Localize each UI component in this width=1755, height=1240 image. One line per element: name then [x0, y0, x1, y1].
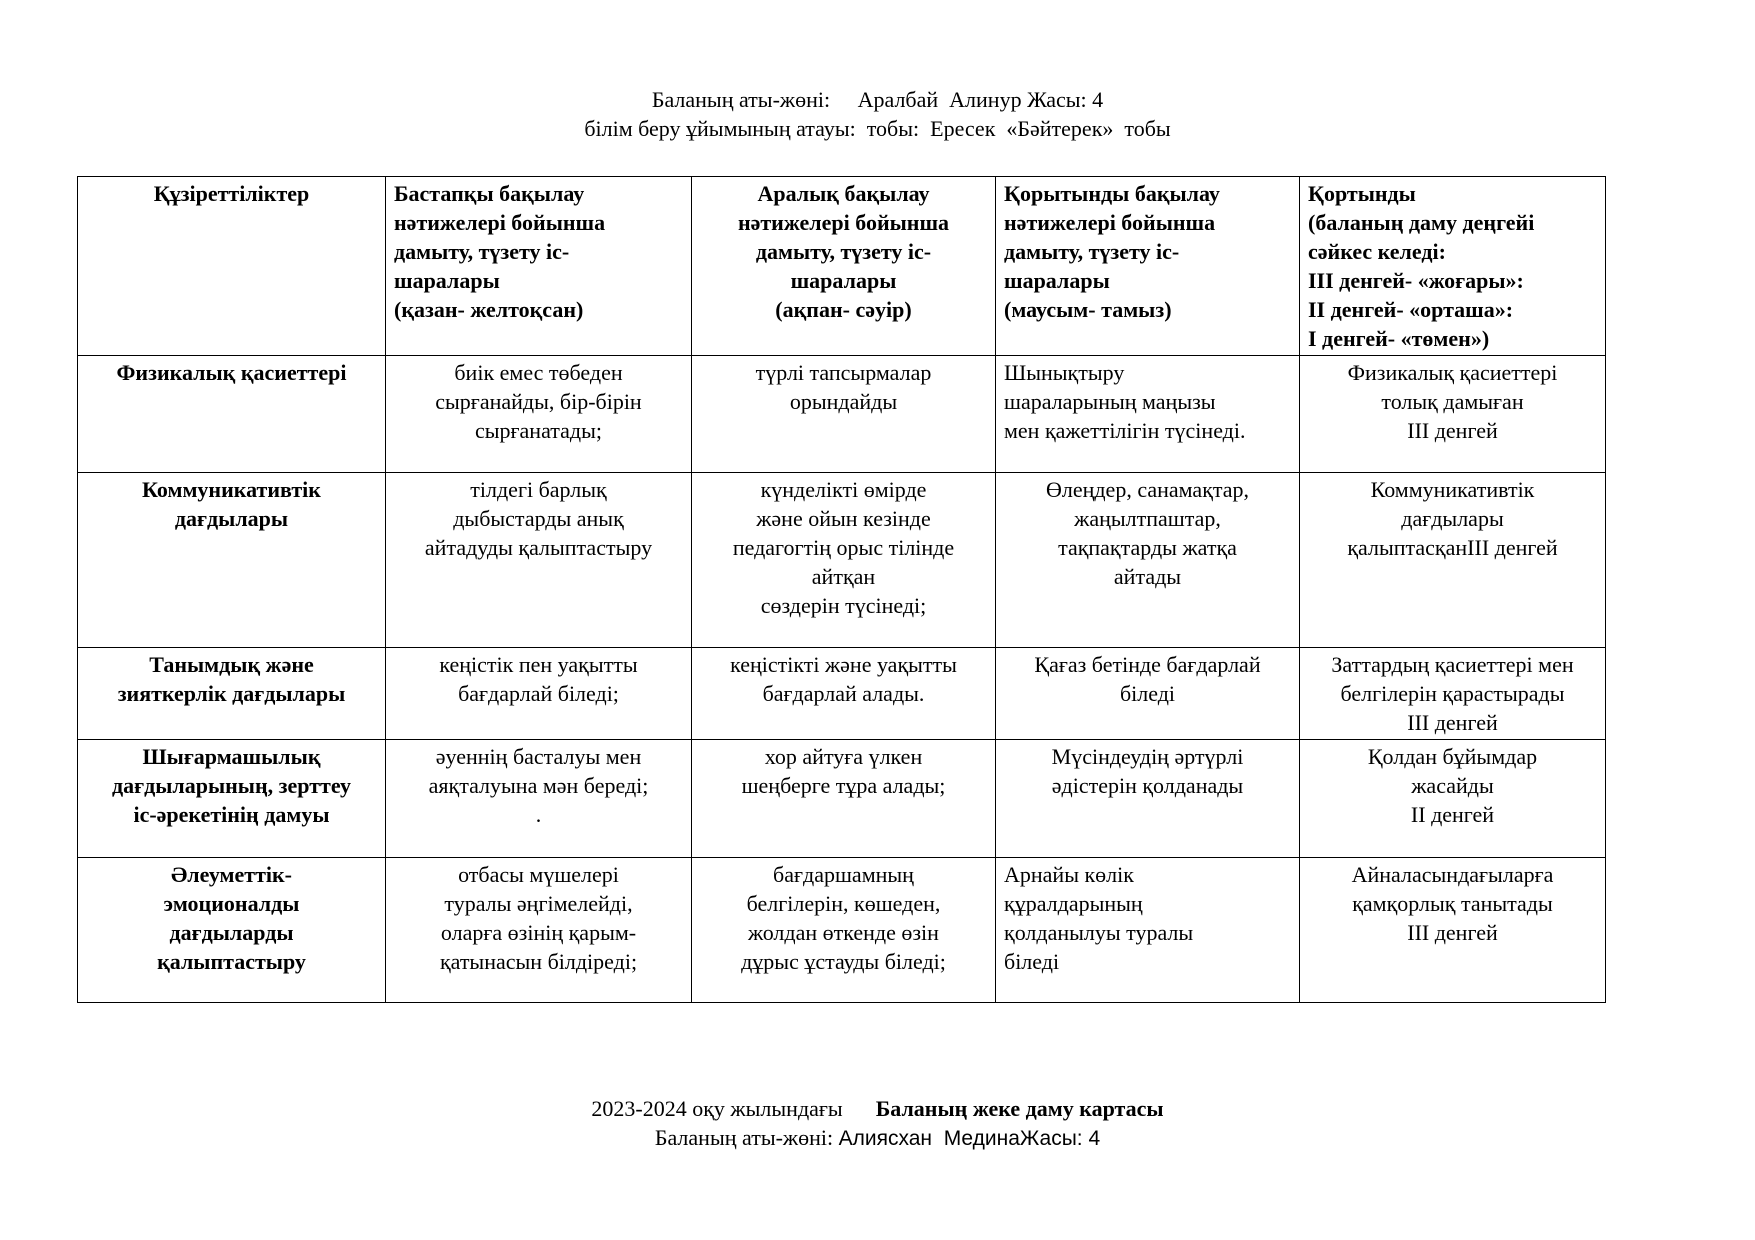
header-group-name: Ересек «Бәйтерек» тобы: [930, 116, 1171, 141]
footer-year: 2023-2024 оқу жылындағы: [591, 1096, 843, 1121]
header-child-name: Аралбай Алинур: [857, 87, 1022, 112]
footer-age: Жасы: 4: [1019, 1127, 1101, 1150]
cell-initial: биік емес төбеден сырғанайды, бір-бірін сырғанатады;: [386, 356, 692, 473]
row-competence: Коммуникативтік дағдылары: [78, 473, 386, 648]
table-row: [78, 740, 1606, 858]
header-name-line: [0, 86, 1755, 114]
column-header-initial: Бастапқы бақылау нәтижелері бойынша дамыту, түзету іс- шаралары (қазан- желтоқсан): [386, 177, 692, 356]
table-row: [78, 648, 1606, 740]
row-competence: Танымдық және зияткерлік дағдылары: [78, 648, 386, 740]
table-header-row: [78, 177, 1606, 356]
cell-final: Арнайы көлік құралдарының қолданылуы туралы біледі: [996, 858, 1300, 1003]
column-header-intermediate: Аралық бақылау нәтижелері бойынша дамыту, түзету іс- шаралары (ақпан- сәуір): [692, 177, 996, 356]
cell-intermediate: бағдаршамның белгілерін, көшеден, жолдан өткенде өзін дұрыс ұстауды біледі;: [692, 858, 996, 1003]
cell-intermediate: кеңістікті және уақытты бағдарлай алады.: [692, 648, 996, 740]
cell-intermediate: күнделікті өмірде және ойын кезінде педагогтің орыс тілінде айтқан сөздерін түсінеді;: [692, 473, 996, 648]
cell-initial: кеңістік пен уақытты бағдарлай біледі;: [386, 648, 692, 740]
column-header-final: Қорытынды бақылау нәтижелері бойынша дамыту, түзету іс- шаралары (маусым- тамыз): [996, 177, 1300, 356]
cell-conclusion: Айналасындағыларға қамқорлық танытады ІІІ денгей: [1300, 858, 1606, 1003]
cell-initial: әуеннің басталуы мен аяқталуына мән береді; .: [386, 740, 692, 858]
row-competence: Физикалық қасиеттері: [78, 356, 386, 473]
footer-card-title: Баланың жеке даму картасы: [875, 1096, 1164, 1121]
table-row: [78, 473, 1606, 648]
footer-child-name: Алиясхан Медина: [838, 1127, 1020, 1150]
cell-conclusion: Коммуникативтік дағдылары қалыптасқанІІІ денгей: [1300, 473, 1606, 648]
header-name-label: Баланың аты-жөні:: [651, 87, 831, 112]
cell-final: Шынықтыру шараларының маңызы мен қажеттілігін түсінеді.: [996, 356, 1300, 473]
row-competence: Шығармашылық дағдыларының, зерттеу іс-әрекетінің дамуы: [78, 740, 386, 858]
row-competence: Әлеуметтік- эмоционалды дағдыларды қалыптастыру: [78, 858, 386, 1003]
cell-final: Қағаз бетінде бағдарлай біледі: [996, 648, 1300, 740]
footer-name-label: Баланың аты-жөні:: [654, 1125, 834, 1150]
cell-intermediate: хор айтуға үлкен шеңберге тұра алады;: [692, 740, 996, 858]
cell-final: Өлеңдер, санамақтар, жаңылтпаштар, тақпақтарды жатқа айтады: [996, 473, 1300, 648]
column-header-conclusion: Қортынды (баланың даму деңгейі сәйкес келеді: ІІІ денгей- «жоғары»: ІІ денгей- «орташа»: І денгей- «төмен»): [1300, 177, 1606, 356]
header-group-label: тобы:: [866, 116, 920, 141]
cell-conclusion: Заттардың қасиеттері мен белгілерін қарастырады ІІІ денгей: [1300, 648, 1606, 740]
cell-intermediate: түрлі тапсырмалар орындайды: [692, 356, 996, 473]
header-org-line: [0, 115, 1755, 143]
table-row: [78, 356, 1606, 473]
footer-name-line: [0, 1124, 1755, 1153]
header-org-label: білім беру ұйымының атауы:: [584, 116, 856, 141]
cell-final: Мүсіндеудің әртүрлі әдістерін қолданады: [996, 740, 1300, 858]
cell-initial: отбасы мүшелері туралы әңгімелейді, оларға өзінің қарым- қатынасын білдіреді;: [386, 858, 692, 1003]
header-age: Жасы: 4: [1027, 87, 1104, 112]
cell-conclusion: Физикалық қасиеттері толық дамыған ІІІ денгей: [1300, 356, 1606, 473]
footer-title-line: [0, 1095, 1755, 1123]
cell-conclusion: Қолдан бұйымдар жасайды ІІ денгей: [1300, 740, 1606, 858]
column-header-competence: Құзіреттіліктер: [78, 177, 386, 356]
table-row: [78, 858, 1606, 1003]
cell-initial: тілдегі барлық дыбыстарды анық айтадуды қалыптастыру: [386, 473, 692, 648]
development-table: [77, 176, 1606, 1003]
